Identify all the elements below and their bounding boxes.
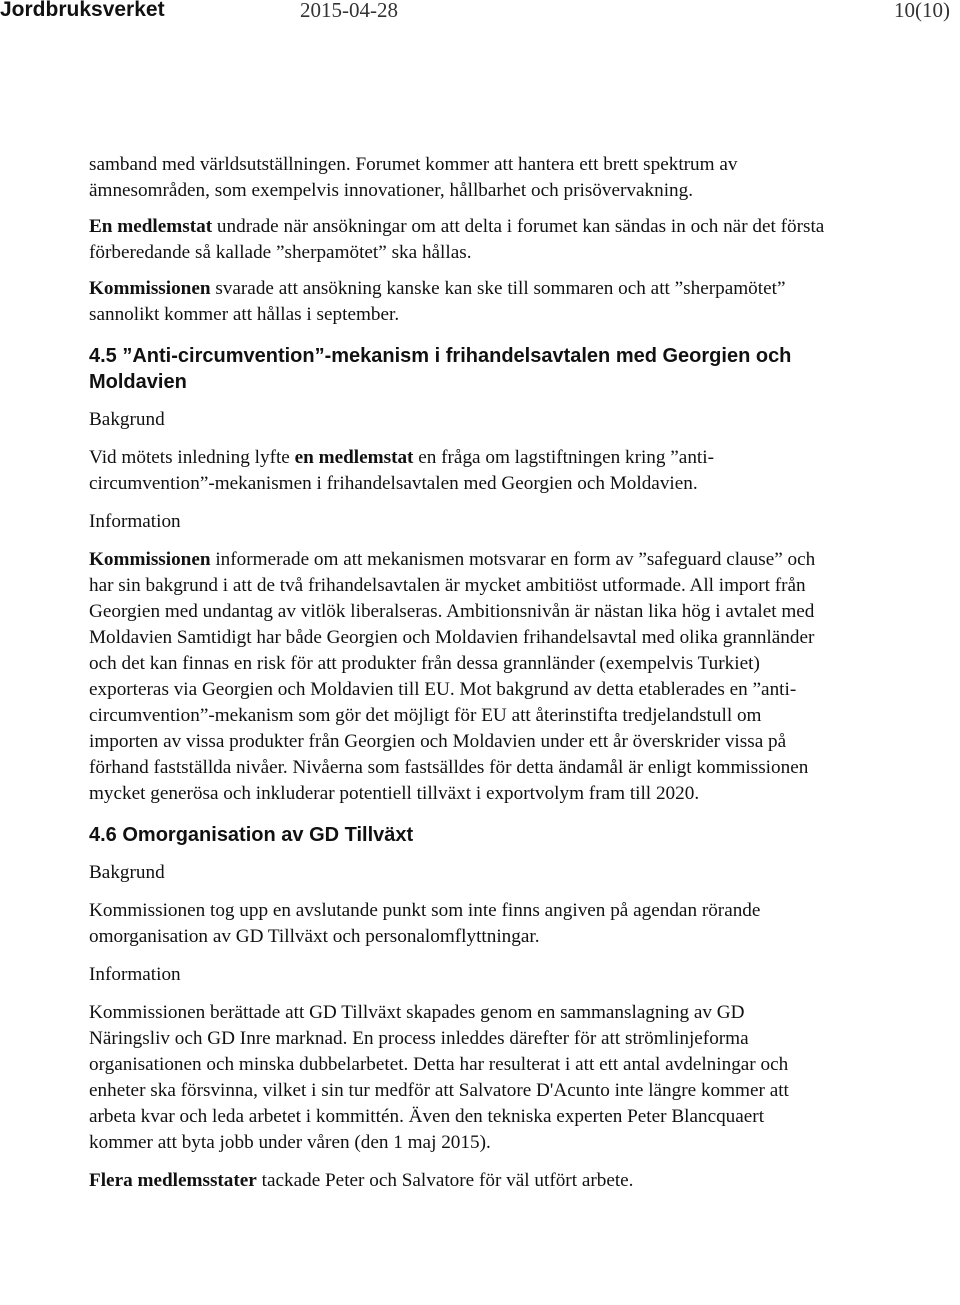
document-body [89,152,829,1194]
page-header [0,0,960,32]
subheading-background: Bakgrund [89,409,165,430]
speaker-commission: Kommissionen [89,278,211,299]
paragraph-commission-answer [89,276,829,328]
section-heading-4-5: 4.5 ”Anti-circumvention”-mekanism i frihandelsavtalen med Georgien och Moldavien [89,345,792,393]
paragraph-continuation: samband med världsutställningen. Forumet kommer att hantera ett brett spektrum av ämnesområden, som exempelvis innovationer, hållbarhet och prisövervakning. [89,154,738,201]
document-date: 2015-04-28 [300,0,398,22]
speaker-member-state: En medlemstat [89,216,213,237]
paragraph-member-question [89,214,829,266]
paragraph-information: Kommissionen berättade att GD Tillväxt skapades genom en sammanslagning av GD Näringsliv och GD Inre marknad. En process inleddes därefter för att strömlinjeforma organisationen och minska dubbelarbetet. Detta har resulterat i att ett antal avdelningar och enheter ska försvinna, vilket i sin tur medför att Salvatore D'Acunto inte längre kommer att arbeta kvar och leda arbetet i kommittén. Även den tekniska experten Peter Blancquaert kommer att byta jobb under våren (den 1 maj 2015). [89,1002,789,1153]
speaker-member-states: Flera medlemsstater [89,1170,257,1191]
paragraph-background: Kommissionen tog upp en avslutande punkt som inte finns angiven på agendan rörande omorganisation av GD Tillväxt och personalomflyttningar. [89,900,761,947]
paragraph-information [89,547,829,807]
speaker-commission: Kommissionen [89,549,211,570]
paragraph-background [89,445,829,497]
paragraph-text: undrade när ansökningar om att delta i forumet kan sändas in och när det första förberedande så kallade ”sherpamötet” ska hållas. [89,216,825,263]
paragraph-closing [89,1168,829,1194]
speaker-member-state: en medlemstat [294,447,414,468]
page-number: 10(10) [894,0,950,22]
paragraph-text: tackade Peter och Salvatore för väl utfört arbete. [256,1170,634,1191]
paragraph-text: Vid mötets inledning lyfte [89,447,295,468]
subheading-background: Bakgrund [89,862,165,883]
section-heading-4-6: 4.6 Omorganisation av GD Tillväxt [89,824,414,846]
paragraph-text: informerade om att mekanismen motsvarar en form av ”safeguard clause” och har sin bakgrund i att de två frihandelsavtalen är mycket ambitiöst utformade. All import från Georgien med undantag av vitlök liberalseras. Ambitionsnivån är nästan lika hög i avtalet med Moldavien Samtidigt har både Georgien och Moldavien frihandelsavtal med olika grannländer och det kan finnas en risk för att produkter från dessa grannländer (exempelvis Turkiet) exporteras via Georgien och Moldavien till EU. Mot bakgrund av detta etablerades en ”anti-circumvention”-mekanism som gör det möjligt för EU att återinstifta tredjelandstull om importen av vissa produkter från Georgien och Moldavien under ett år överskrider vissa på förhand fastställda nivåer. Nivåerna som fastsälldes för detta ändamål är enligt kommissionen mycket generösa och inkluderar potentiell tillväxt i exportvolym fram till 2020. [89,549,816,804]
subheading-information: Information [89,511,181,532]
paragraph-text: svarade att ansökning kanske kan ske till sommaren och att ”sherpamötet” sannolikt kommer att hållas i september. [89,278,786,325]
subheading-information: Information [89,964,181,985]
paragraph-text: en fråga om lagstiftningen kring ”anti-circumvention”-mekanismen i frihandelsavtalen med Georgien och Moldavien. [89,447,714,494]
organization-name: Jordbruksverket [0,0,165,21]
